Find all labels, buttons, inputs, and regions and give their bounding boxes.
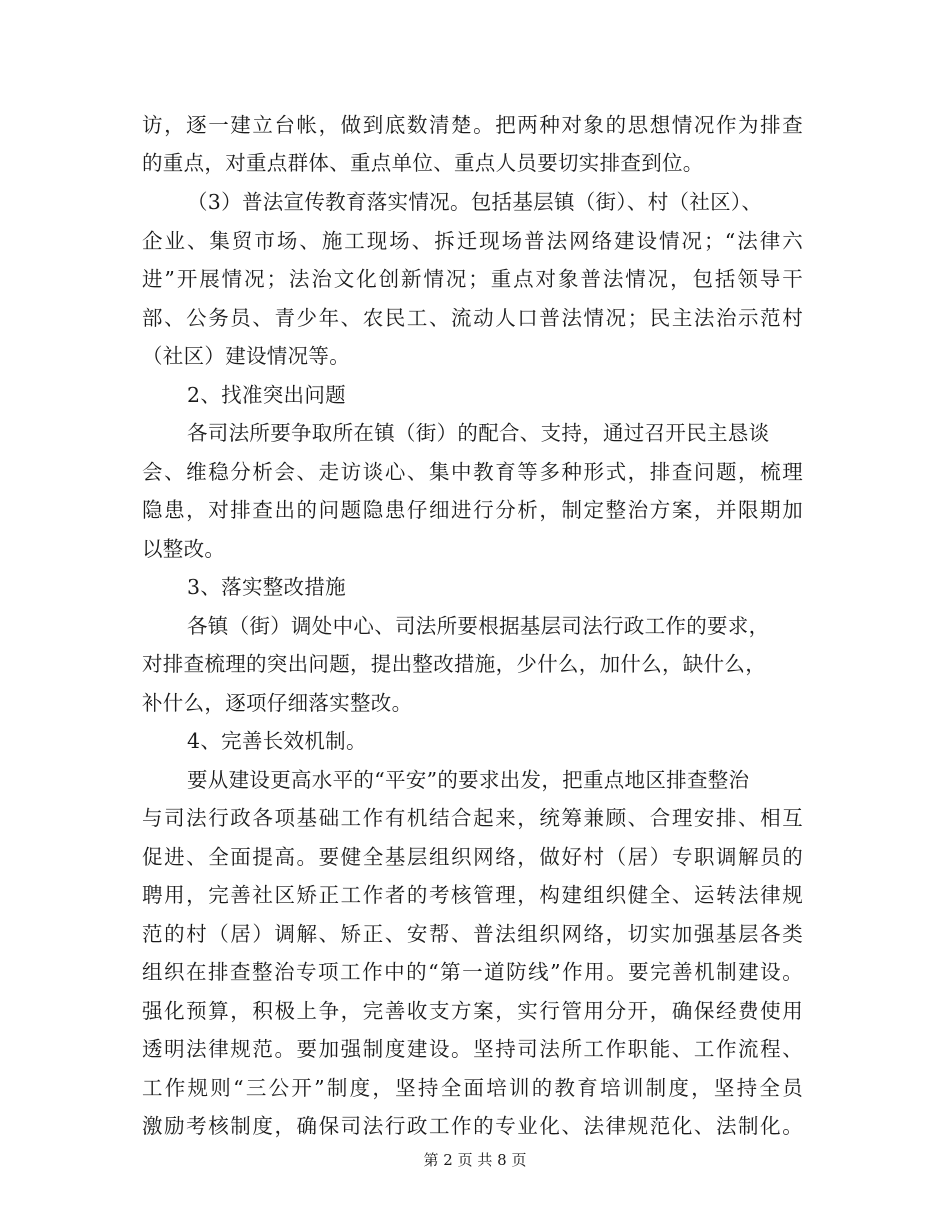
body-text-line: 各镇（街）调处中心、司法所要根据基层司法行政工作的要求， — [187, 614, 770, 638]
body-text-line: 促进、全面提高。要健全基层组织网络，做好村（居）专职调解员的 — [142, 845, 803, 869]
body-text-line: 进”开展情况；法治文化创新情况；重点对象普法情况，包括领导干 — [142, 267, 803, 291]
body-text-line: 对排查梳理的突出问题，提出整改措施，少什么，加什么，缺什么， — [142, 652, 766, 676]
body-text-line: 的重点，对重点群体、重点单位、重点人员要切实排查到位。 — [142, 151, 704, 175]
body-text-line: 企业、集贸市场、施工现场、拆迁现场普法网络建设情况；“法律六 — [142, 229, 803, 253]
body-text-line: 各司法所要争取所在镇（街）的配合、支持，通过召开民主恳谈 — [187, 421, 770, 445]
body-text-line: 聘用，完善社区矫正工作者的考核管理，构建组织健全、运转法律规 — [142, 883, 803, 907]
page-number-footer: 第 2 页 共 8 页 — [423, 1151, 527, 1169]
body-text-line: 以整改。 — [142, 537, 226, 561]
body-text-line: 范的村（居）调解、矫正、安帮、普法组织网络，切实加强基层各类 — [142, 922, 803, 946]
body-text-line: 会、维稳分析会、走访谈心、集中教育等多种形式，排查问题，梳理 — [142, 460, 803, 484]
body-text-line: 补什么，逐项仔细落实整改。 — [142, 691, 413, 715]
body-text-line: 组织在排查整治专项工作中的“第一道防线”作用。要完善机制建设。 — [142, 960, 803, 984]
body-text-line: 激励考核制度，确保司法行政工作的专业化、法律规范化、法制化。 — [142, 1114, 803, 1138]
body-text-line: 透明法律规范。要加强制度建设。坚持司法所工作职能、工作流程、 — [142, 1037, 803, 1061]
body-text-line: 部、公务员、青少年、农民工、流动人口普法情况；民主法治示范村 — [142, 306, 803, 330]
body-text-line: 要从建设更高水平的“平安”的要求出发，把重点地区排查整治 — [187, 768, 750, 792]
section-heading: （3）普法宣传教育落实情况。包括基层镇（街）、村（社区）、 — [187, 190, 763, 214]
section-heading: 3、落实整改措施 — [187, 575, 346, 599]
section-heading: 2、找准突出问题 — [187, 383, 346, 407]
body-text-line: 与司法行政各项基础工作有机结合起来，统筹兼顾、合理安排、相互 — [142, 806, 803, 830]
body-text-line: 工作规则“三公开”制度，坚持全面培训的教育培训制度，坚持全员 — [142, 1076, 803, 1100]
body-text-line: （社区）建设情况等。 — [142, 344, 350, 368]
body-text-line: 强化预算，积极上争，完善收支方案，实行管用分开，确保经费使用 — [142, 999, 803, 1023]
section-heading: 4、完善长效机制。 — [187, 729, 367, 753]
body-text-line: 隐患，对排查出的问题隐患仔细进行分析，制定整治方案，并限期加 — [142, 498, 803, 522]
body-text-line: 访，逐一建立台帐，做到底数清楚。把两种对象的思想情况作为排查 — [142, 113, 803, 137]
